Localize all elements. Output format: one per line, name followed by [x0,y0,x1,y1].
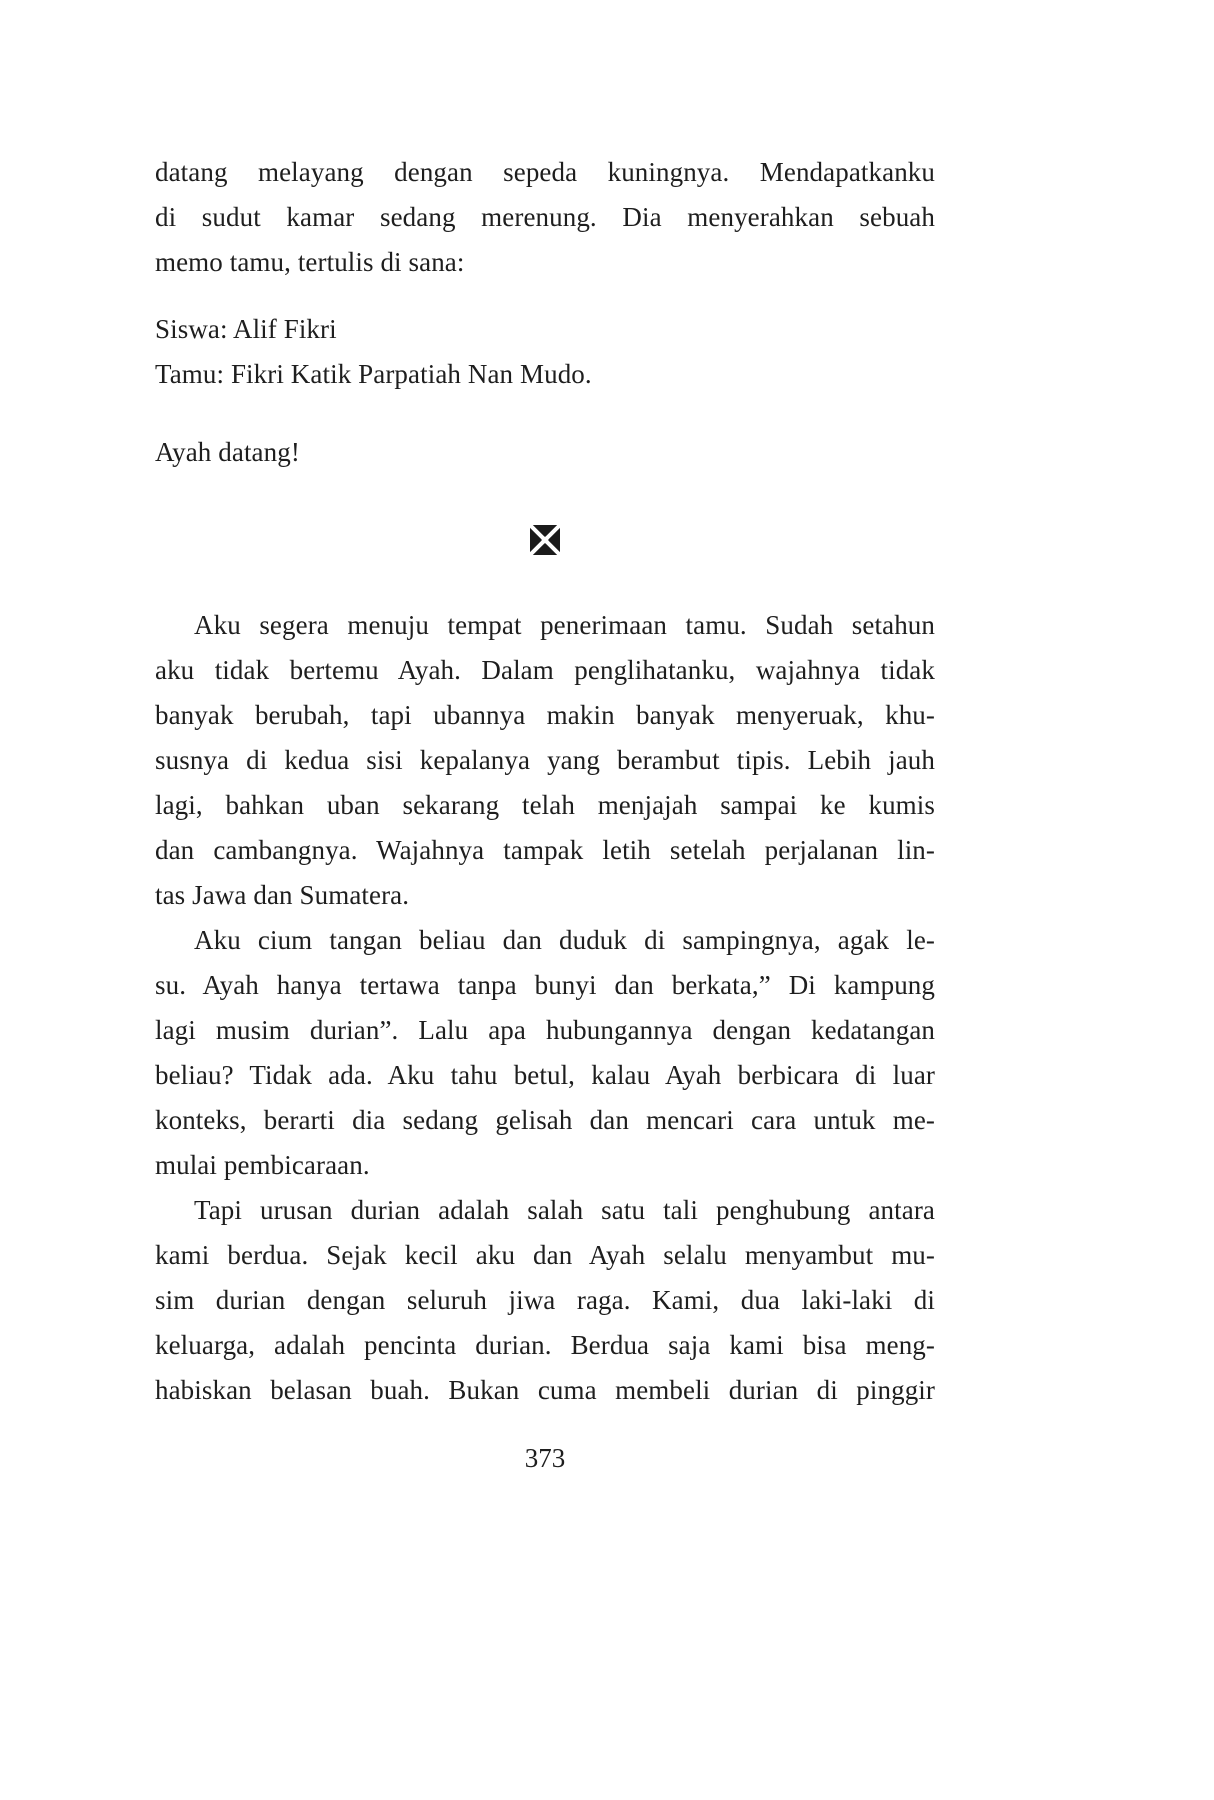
body-line: lagi musim durian”. Lalu apa hubungannya dengan kedatangan [155,1015,935,1045]
body-line: sim durian dengan seluruh jiwa raga. Kami, dua laki-laki di [155,1285,935,1315]
body-line: Aku cium tangan beliau dan duduk di sampingnya, agak le- [194,925,935,955]
pinwheel-fleuron-icon [530,531,560,548]
text-column [155,150,935,1413]
body-line: konteks, berarti dia sedang gelisah dan mencari cara untuk me- [155,1105,935,1135]
memo-block [155,307,935,397]
body-line: memo tamu, tertulis di sana: [155,247,465,277]
body-line: beliau? Tidak ada. Aku tahu betul, kalau Ayah berbicara di luar [155,1060,935,1090]
body-line: keluarga, adalah pencinta durian. Berdua saja kami bisa meng- [155,1330,935,1360]
body-line: datang melayang dengan sepeda kuningnya. Mendapatkanku [155,157,935,187]
body-line: mulai pembicaraan. [155,1150,370,1180]
exclaim-block [155,430,935,475]
body-line: aku tidak bertemu Ayah. Dalam penglihatanku, wajahnya tidak [155,655,935,685]
section-divider [155,525,935,557]
paragraph [155,150,935,285]
body-line: Aku segera menuju tempat penerimaan tamu. Sudah setahun [194,610,935,640]
body-line: Tapi urusan durian adalah salah satu tali penghubung antara [194,1195,935,1225]
paragraph [155,1188,935,1413]
body-line: dan cambangnya. Wajahnya tampak letih setelah perjalanan lin- [155,835,935,865]
paragraph [155,918,935,1188]
paragraph [155,603,935,918]
exclaim-line: Ayah datang! [155,437,300,467]
memo-line-tamu: Tamu: Fikri Katik Parpatiah Nan Mudo. [155,359,592,389]
body-line: tas Jawa dan Sumatera. [155,880,410,910]
page-number: 373 [524,1443,566,1473]
body-line: su. Ayah hanya tertawa tanpa bunyi dan berkata,” Di kampung [155,970,935,1000]
body-line: banyak berubah, tapi ubannya makin banyak menyeruak, khu- [155,700,935,730]
body-line: lagi, bahkan uban sekarang telah menjajah sampai ke kumis [155,790,935,820]
body-line: di sudut kamar sedang merenung. Dia menyerahkan sebuah [155,202,935,232]
body-line: habiskan belasan buah. Bukan cuma membeli durian di pinggir [155,1375,935,1405]
body-line: kami berdua. Sejak kecil aku dan Ayah selalu menyambut mu- [155,1240,935,1270]
memo-line-siswa: Siswa: Alif Fikri [155,314,337,344]
body-line: susnya di kedua sisi kepalanya yang berambut tipis. Lebih jauh [155,745,935,775]
